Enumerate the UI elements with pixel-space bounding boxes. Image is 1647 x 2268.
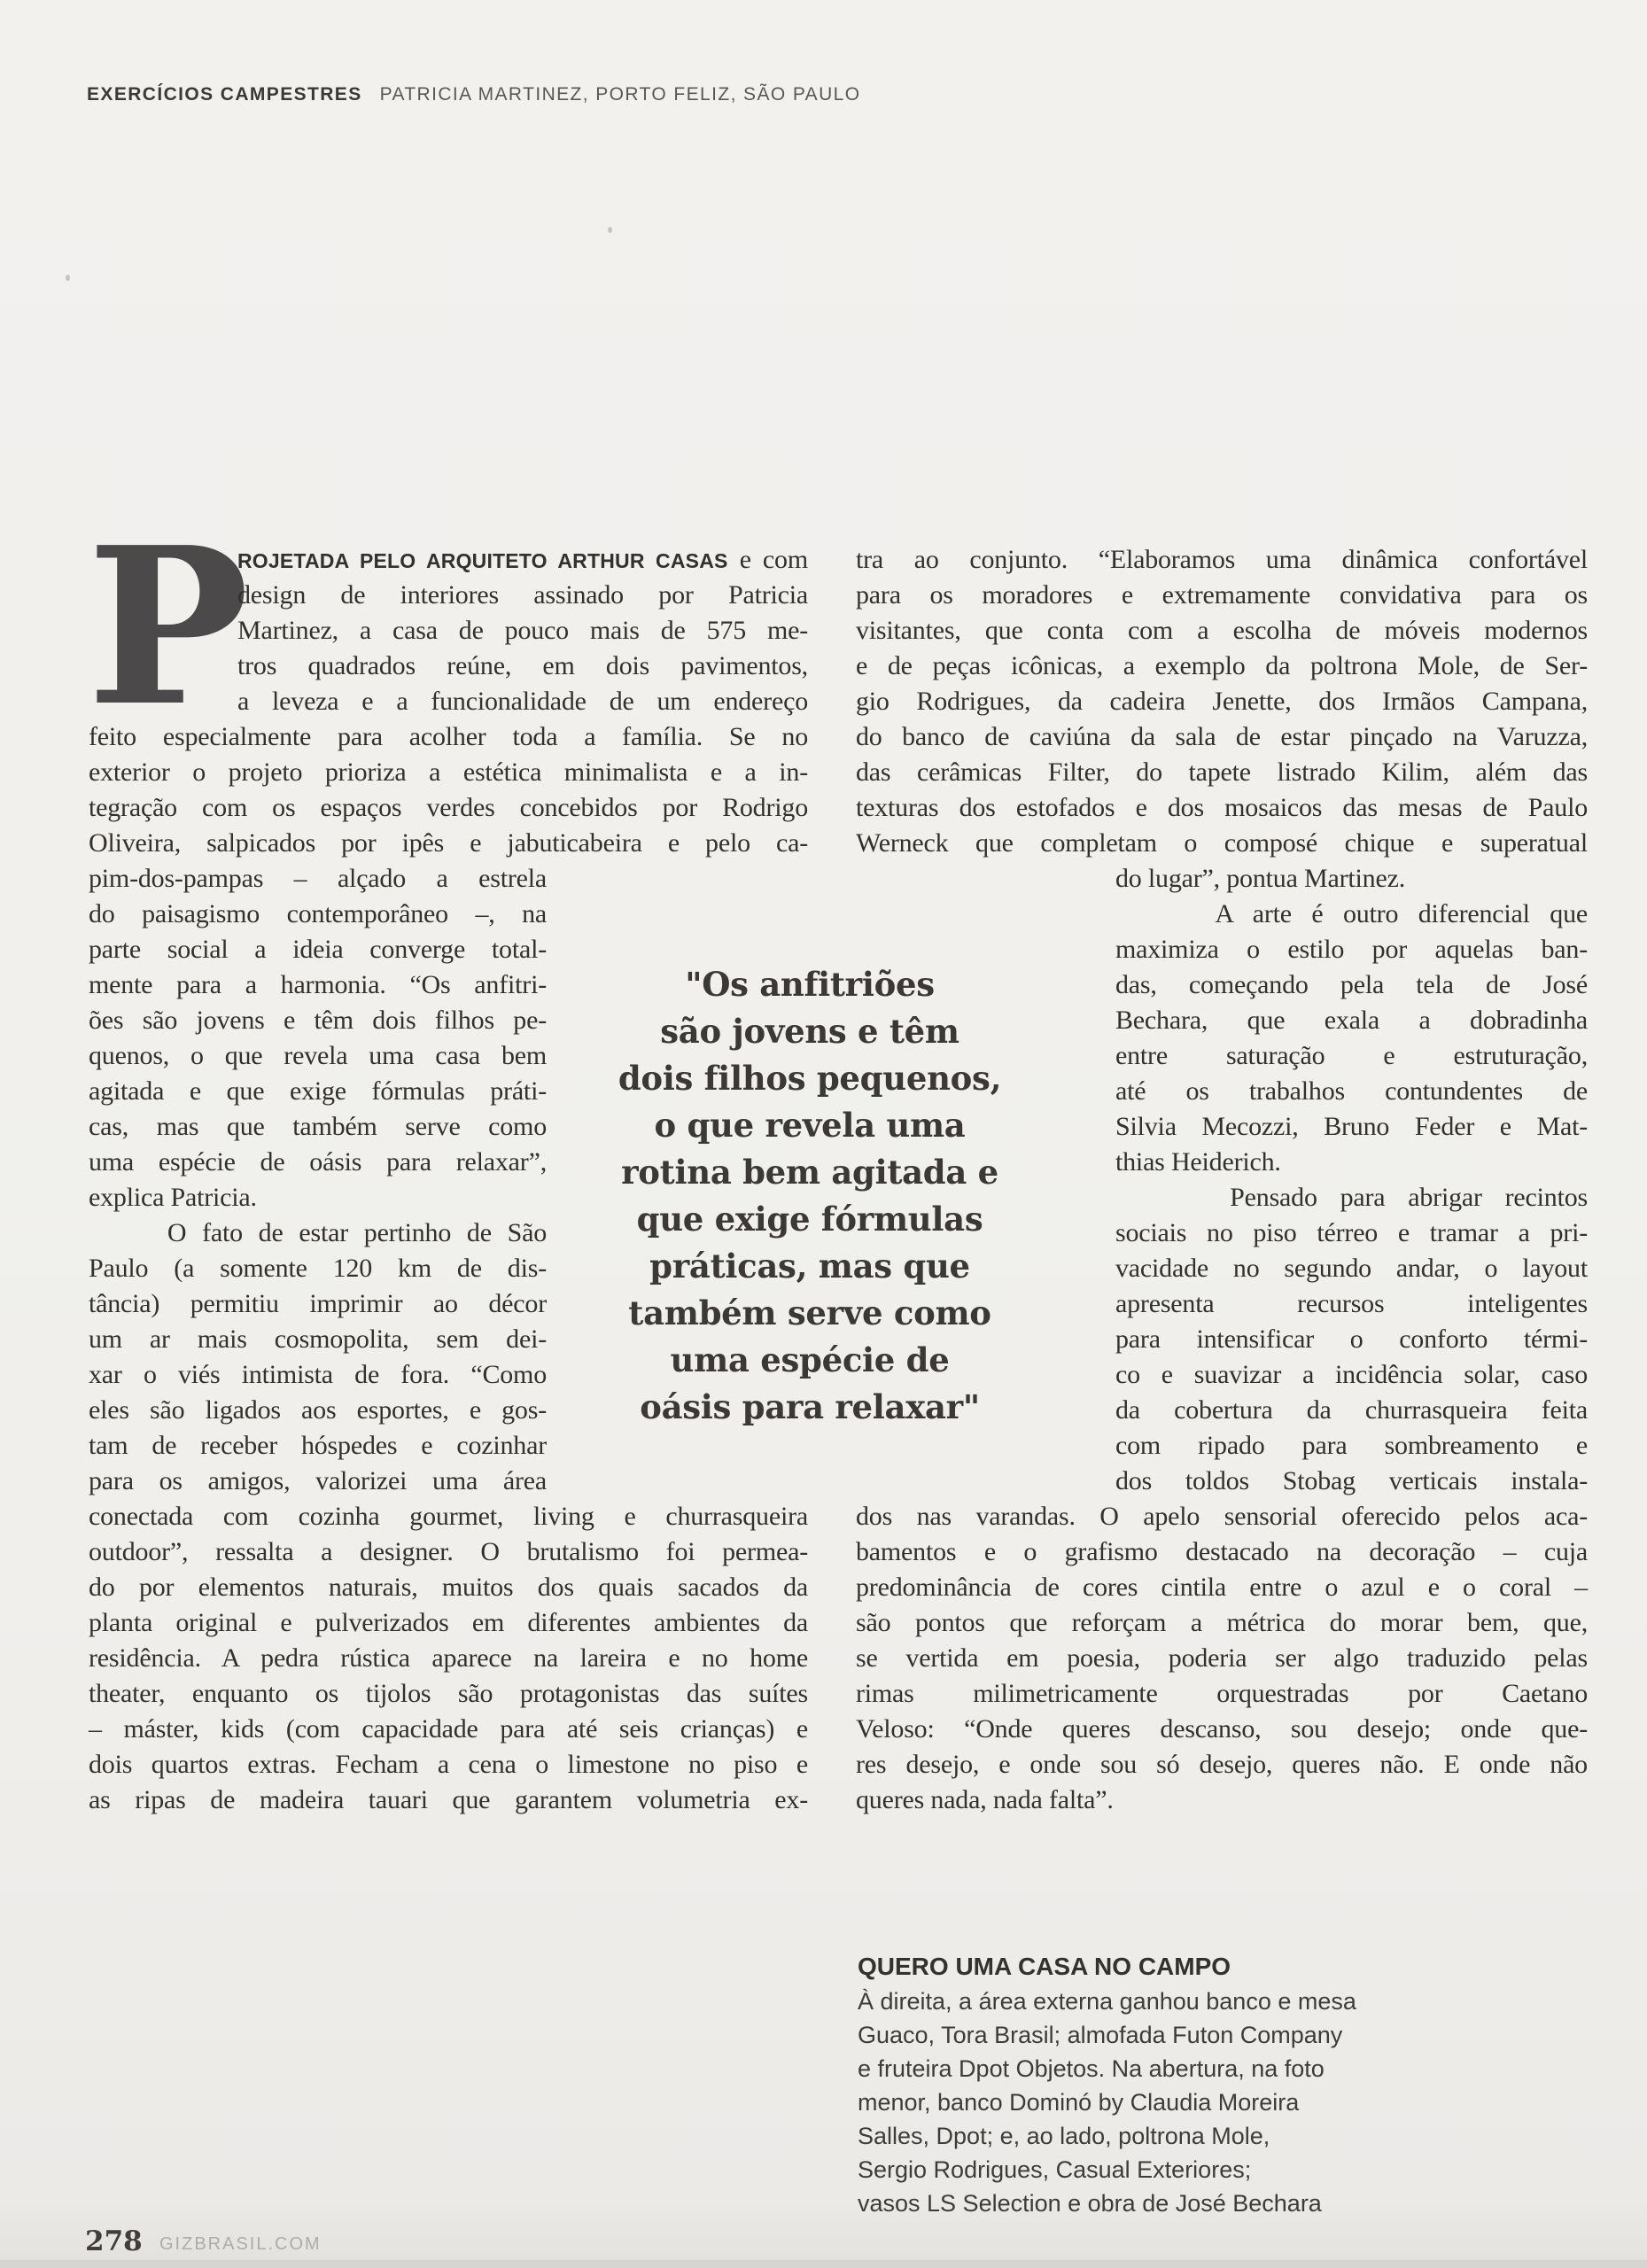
pull-quote: "Os anfitriões são jovens e têm dois filhos pequenos, o que revela uma rotina bem agitada e que exige fórmulas práticas, mas que também serve como uma espécie de oásis para relaxar": [618, 965, 1002, 1426]
lead-in-rest: e com: [727, 545, 808, 574]
scan-speck: [608, 227, 612, 233]
scan-edge: [0, 2260, 1647, 2268]
lead-line: [237, 542, 808, 578]
scan-speck: [66, 275, 70, 281]
drop-cap: P: [87, 500, 250, 754]
magazine-site: GIZBRASIL.COM: [159, 2234, 322, 2254]
caption-title: QUERO UMA CASA NO CAMPO: [858, 1953, 1231, 1980]
page-header: [87, 83, 860, 106]
article-credit: PATRICIA MARTINEZ, PORTO FELIZ, SÃO PAULO: [379, 84, 861, 105]
article-text-right-wide: tra ao conjunto. “Elaboramos uma dinâmica confortável para os moradores e extremamente convidativa para os visitantes, que conta com a escolha de móveis modernos e de peças icônicas, a exemplo da poltrona Mole, de Ser- gio Rodrigues, da cadeira Jenette, dos Irmãos Campana, do banco de caviúna da sala de estar pinçado na Varuzza, das cerâmicas Filter, do tapete listrado Kilim, além das texturas dos estofados e dos mosaicos das mesas de Paulo Werneck que completam o composé chique e superatual: [856, 545, 1588, 858]
article-text-left-narrow: pim-dos-pampas – alçado a estrela do paisagismo contemporâneo –, na parte social a ideia converge total- mente para a harmonia. “Os anfitri- ões são jovens e têm dois filhos pe- quenos, o que revela uma casa bem agitada e que exige fórmulas práti- cas, mas que também serve como uma espécie de oásis para relaxar”, explica Patricia. O fato de estar pertinho de São Paulo (a somente 120 km de dis- tância) permitiu imprimir ao décor um ar mais cosmopolita, sem dei- xar o viés intimista de fora. “Como eles são ligados aos esportes, e gos- tam de receber hóspedes e cozinhar para os amigos, valorizei uma área: [89, 864, 547, 1495]
article-text-left-bottom: conectada com cozinha gourmet, living e churrasqueira outdoor”, ressalta a designer. O brutalismo foi permea- do por elementos naturais, muitos dos quais sacados da planta original e pulverizados em diferentes ambientes da residência. A pedra rústica aparece na lareira e no home theater, enquanto os tijolos são protagonistas das suítes – máster, kids (com capacidade para até seis crianças) e dois quartos extras. Fecham a cena o limestone no piso e as ripas de madeira tauari que garantem volumetria ex-: [89, 1502, 808, 1814]
article-text-right-narrow: do lugar”, pontua Martinez. A arte é outro diferencial que maximiza o estilo por aquelas ban- das, começando pela tela de José Bechara, que exala a dobradinha entre saturação e estruturação, até os trabalhos contundentes de Silvia Mecozzi, Bruno Feder e Mat- thias Heiderich. Pensado para abrigar recintos sociais no piso térreo e tramar a pri- vacidade no segundo andar, o layout apresenta recursos inteligentes para intensificar o conforto térmi- co e suavizar a incidência solar, caso da cobertura da churrasqueira feita com ripado para sombreamento e dos toldos Stobag verticais instala-: [1115, 864, 1588, 1495]
caption-text: À direita, a área externa ganhou banco e mesa Guaco, Tora Brasil; almofada Futon Company e fruteira Dpot Objetos. Na abertura, na foto menor, banco Dominó by Claudia Moreira Salles, Dpot; e, ao lado, poltrona Mole, Sergio Rodrigues, Casual Exteriores; vasos LS Selection e obra de José Bechara: [858, 1988, 1356, 2217]
page-number: 278: [85, 2225, 143, 2257]
article-text-right-bottom: dos nas varandas. O apelo sensorial oferecido pelos aca- bamentos e o grafismo destacado na decoração – cuja predominância de cores cintila entre o azul e o coral – são pontos que reforçam a métrica do morar bem, que, se vertida em poesia, poderia ser algo traduzido pelas rimas milimetricamente orquestradas por Caetano Veloso: “Onde queres descanso, sou desejo; onde que- res desejo, e onde sou só desejo, queres não. E onde não queres nada, nada falta”.: [856, 1502, 1588, 1814]
photo-caption: [858, 1949, 1398, 2220]
lead-lines: design de interiores assinado por Patricia Martinez, a casa de pouco mais de 575 me- tros quadrados reúne, em dois pavimentos, a leveza e a funcionalidade de um endereço: [237, 580, 808, 716]
lead-in-bold: ROJETADA PELO ARQUITETO ARTHUR CASAS: [237, 549, 728, 572]
article-text-left-lead: [237, 542, 808, 719]
article-text-left-wide: feito especialmente para acolher toda a família. Se no exterior o projeto prioriza a estética minimalista e a in- tegração com os espaços verdes concebidos por Rodrigo Oliveira, salpicados por ipês e jabuticabeira e pelo ca-: [89, 722, 808, 858]
section-kicker: EXERCÍCIOS CAMPESTRES: [87, 84, 362, 105]
